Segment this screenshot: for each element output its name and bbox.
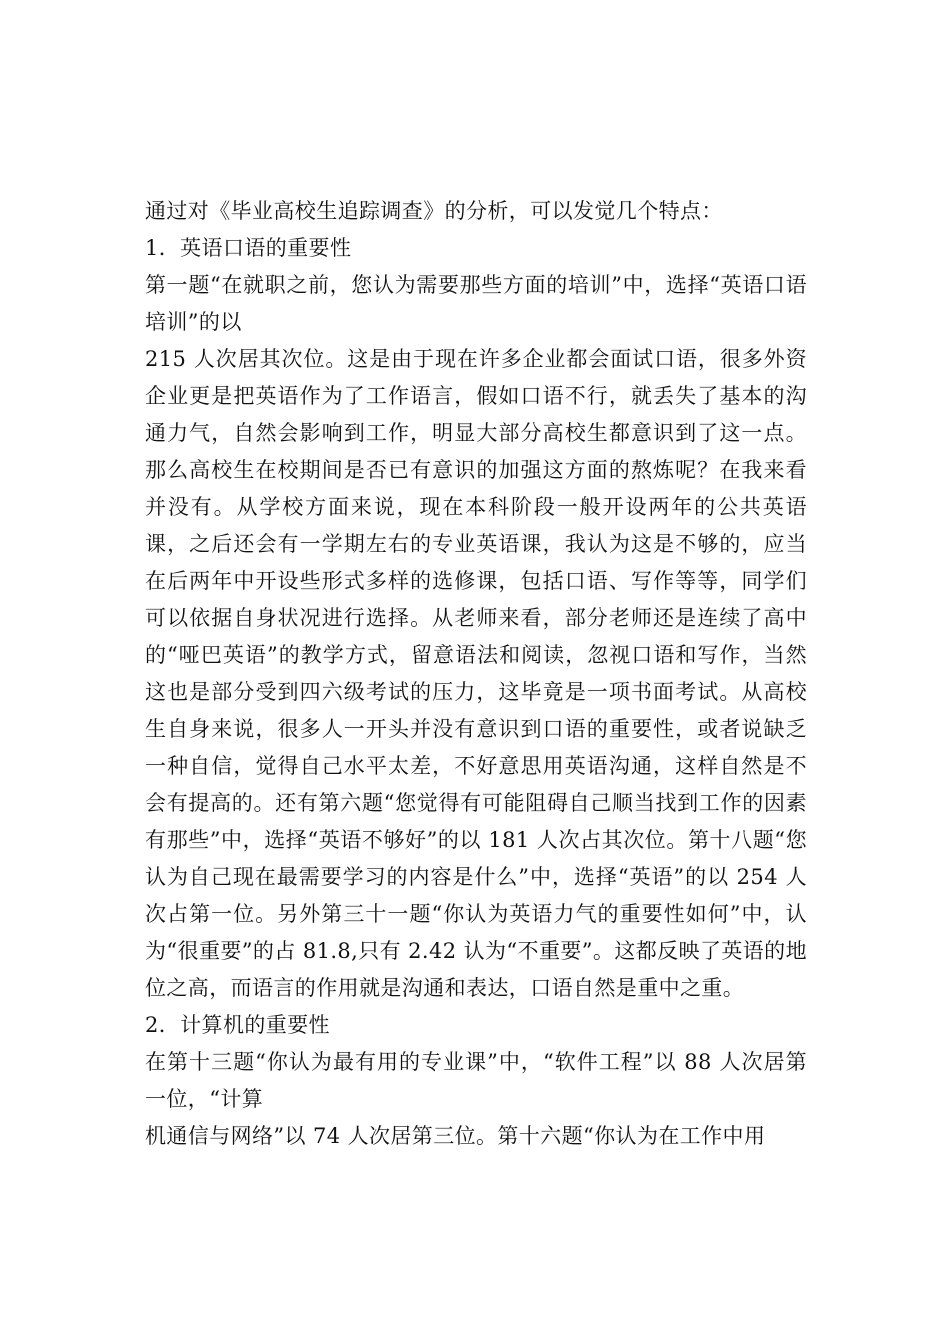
document-body <box>145 193 807 1155</box>
section-1-paragraph-1: 第一题“在就职之前，您认为需要那些方面的培训”中，选择“英语口语培训”的以 <box>145 273 807 334</box>
section-1-heading: 1．英语口语的重要性 <box>145 236 352 260</box>
section-1-paragraph-2: 215 人次居其次位。这是由于现在许多企业都会面试口语，很多外资企业更是把英语作为了工作语言，假如口语不行，就丢失了基本的沟通力气，自然会影响到工作，明显大部分高校生都意识到了这一点。那么高校生在校期间是否已有意识的加强这方面的熬炼呢？在我来看并没有。从学校方面来说，现在本科阶段一般开设两年的公共英语课，之后还会有一学期左右的专业英语课，我认为这是不够的，应当在后两年中开设些形式多样的选修课，包括口语、写作等等，同学们可以依据自身状况进行选择。从老师来看，部分老师还是连续了高中的“哑巴英语”的教学方式，留意语法和阅读，忽视口语和写作，当然这也是部分受到四六级考试的压力，这毕竟是一项书面考试。从高校生自身来说，很多人一开头并没有意识到口语的重要性，或者说缺乏一种自信，觉得自己水平太差，不好意思用英语沟通，这样自然是不会有提高的。还有第六题“您觉得有可能阻碍自己顺当找到工作的因素有那些”中，选择“英语不够好”的以 181 人次占其次位。第十八题“您认为自己现在最需要学习的内容是什么”中，选择“英语”的以 254 人次占第一位。另外第三十一题“你认为英语力气的重要性如何”中，认为“很重要”的占 81.8,只有 2.42 认为“不重要”。这都反映了英语的地位之高，而语言的作用就是沟通和表达，口语自然是重中之重。 <box>145 347 807 1000</box>
section-2-heading: 2．计算机的重要性 <box>145 1013 330 1037</box>
section-2-paragraph-2: 机通信与网络”以 74 人次居第三位。第十六题“你认为在工作中用 <box>145 1124 766 1148</box>
section-2-paragraph-1: 在第十三题“你认为最有用的专业课”中，“软件工程”以 88 人次居第一位，“计算 <box>145 1050 807 1111</box>
intro-paragraph: 通过对《毕业高校生追踪调查》的分析，可以发觉几个特点： <box>145 199 723 223</box>
